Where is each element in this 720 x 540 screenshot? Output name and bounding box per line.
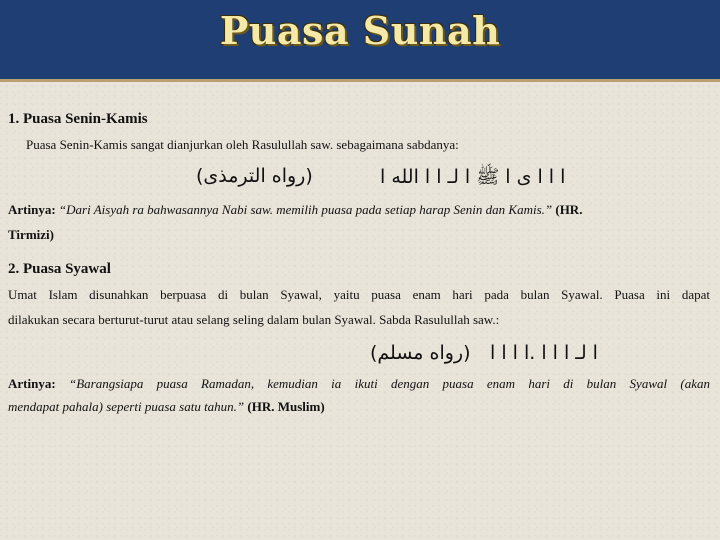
source-label: (HR. Muslim) bbox=[247, 399, 325, 414]
section1-source-cont: Tirmizi) bbox=[8, 227, 54, 242]
section1-translation bbox=[8, 202, 712, 218]
section-heading-syawal: 2. Puasa Syawal bbox=[8, 261, 111, 277]
translation-label: Artinya: bbox=[8, 202, 56, 217]
section1-intro: Puasa Senin-Kamis sangat dianjurkan oleh Rasulullah saw. sebagaimana sabdanya: bbox=[26, 137, 459, 152]
section1-arabic-source: (رواه الترمذى) bbox=[196, 165, 313, 187]
translation-label: Artinya: bbox=[8, 376, 56, 391]
section2-arabic-source: (رواه مسلم) bbox=[370, 342, 471, 364]
section1-arabic-hadith: ا ا ا ى ا ﷺ ا لـ ا ا الله ا bbox=[380, 166, 566, 188]
section2-arabic-hadith: ا لـ ا ا ا .ا ا ا ا bbox=[490, 342, 598, 364]
source-label: (HR. bbox=[555, 202, 583, 217]
title-banner bbox=[0, 0, 720, 82]
translation-text: mendapat pahala) seperti puasa satu tahun.” bbox=[8, 399, 245, 414]
section2-translation-line1 bbox=[8, 376, 710, 392]
translation-text: “Dari Aisyah ra bahwasannya Nabi saw. memilih puasa pada setiap harap Senin dan Kamis.” bbox=[58, 202, 553, 217]
section2-translation-line2 bbox=[8, 399, 325, 415]
page-title: Puasa Sunah bbox=[219, 8, 501, 53]
section-heading-senin-kamis: 1. Puasa Senin-Kamis bbox=[8, 111, 148, 127]
section2-intro-line1: Umat Islam disunahkan berpuasa di bulan Syawal, yaitu puasa enam hari pada bulan Syawal. Puasa ini dapat bbox=[8, 287, 710, 302]
section2-intro-line2: dilakukan secara berturut-turut atau selang seling dalam bulan Syawal. Sabda Rasulullah saw.: bbox=[8, 312, 500, 327]
translation-text: “Barangsiapa puasa Ramadan, kemudian ia ikuti dengan puasa enam hari di bulan Syawal (akan bbox=[68, 376, 710, 391]
